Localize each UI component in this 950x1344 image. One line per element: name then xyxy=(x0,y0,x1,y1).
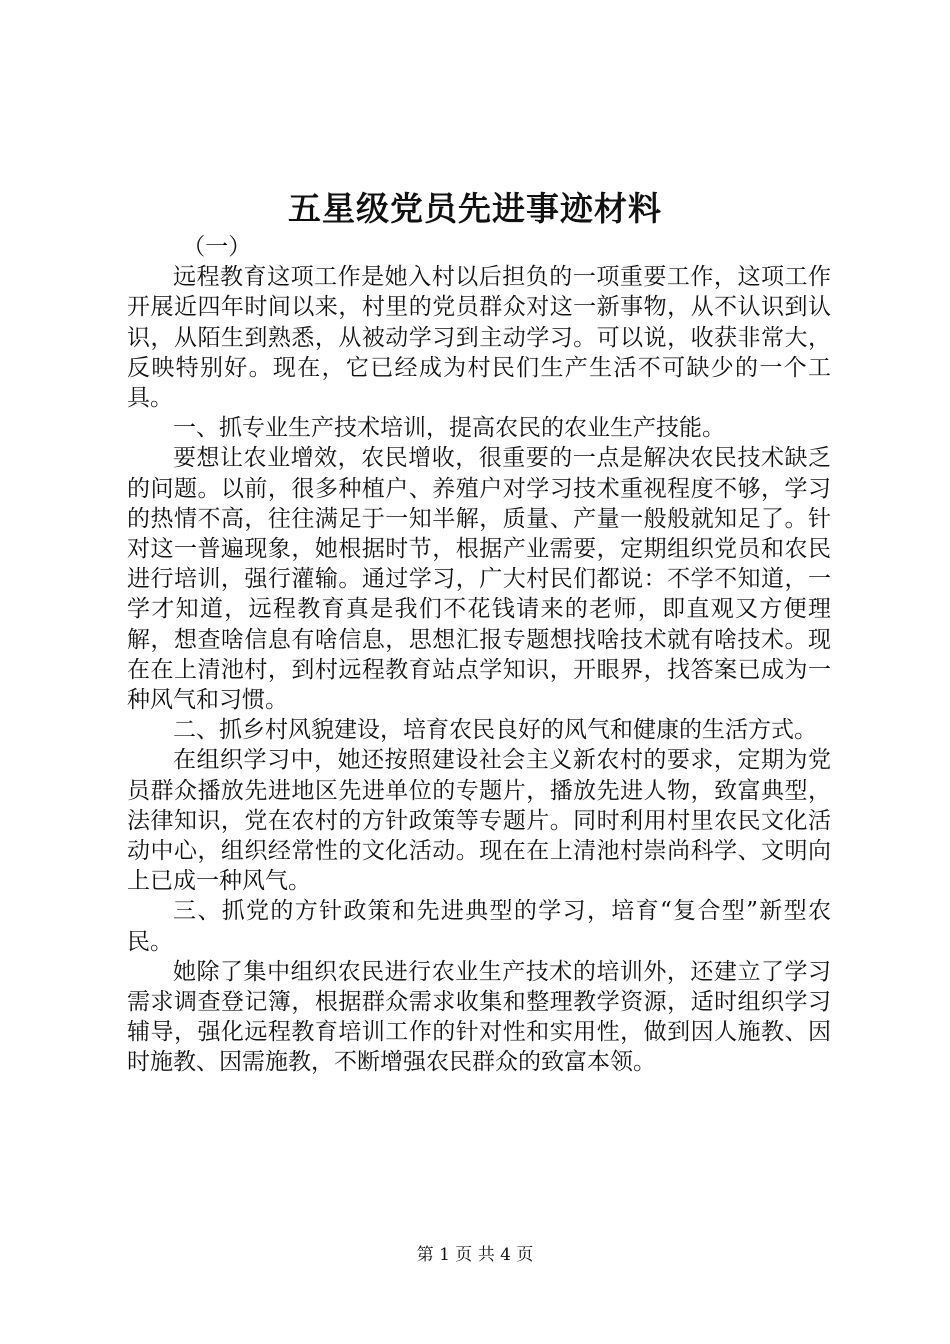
heading-one: 一、抓专业生产技术培训，提高农民的农业生产技能。 xyxy=(173,415,725,442)
paragraph-two: 在组织学习中，她还按照建设社会主义新农村的要求，定期为党员群众播放先进地区先进单位的专题片，播放先进人物，致富典型，法律知识，党在农村的方针政策等专题片。同时利用村里农民文化活动中心，组织经常性的文化活动。现在在上清池村崇尚科学、文明向上已成一种风气。 xyxy=(127,747,831,895)
document-title: 五星级党员先进事迹材料 xyxy=(288,189,662,228)
section-subheading: （一） xyxy=(182,234,252,260)
paragraph-intro: 远程教育这项工作是她入村以后担负的一项重要工作，这项工作开展近四年时间以来，村里的党员群众对这一新事物，从不认识到认识，从陌生到熟悉，从被动学习到主动学习。可以说，收获非常大，反映特别好。现在，它已经成为村民们生产生活不可缺少的一个工具。 xyxy=(127,264,831,412)
document-body xyxy=(127,232,831,1078)
heading-three: 三、抓党的方针政策和先进典型的学习，培育“复合型”新型农民。 xyxy=(127,898,831,955)
paragraph-one: 要想让农业增效，农民增收，很重要的一点是解决农民技术缺乏的问题。以前，很多种植户、养殖户对学习技术重视程度不够，学习的热情不高，往往满足于一知半解，质量、产量一般般就知足了。针对这一普遍现象，她根据时节，根据产业需要，定期组织党员和农民进行培训，强行灌输。通过学习，广大村民们都说：不学不知道，一学才知道，远程教育真是我们不花钱请来的老师，即直观又方便理解，想查啥信息有啥信息，思想汇报专题想找啥技术就有啥技术。现在在上清池村，到村远程教育站点学知识，开眼界，找答案已成为一种风气和习惯。 xyxy=(127,445,831,714)
heading-two: 二、抓乡村风貌建设，培育农民良好的风气和健康的生活方式。 xyxy=(173,717,817,744)
paragraph-three: 她除了集中组织农民进行农业生产技术的培训外，还建立了学习需求调查登记簿，根据群众需求收集和整理教学资源，适时组织学习辅导，强化远程教育培训工作的针对性和实用性，做到因人施教、因时施教、因需施教，不断增强农民群众的致富本领。 xyxy=(127,958,831,1076)
page-number-footer: 第 1 页 共 4 页 xyxy=(416,1245,534,1265)
